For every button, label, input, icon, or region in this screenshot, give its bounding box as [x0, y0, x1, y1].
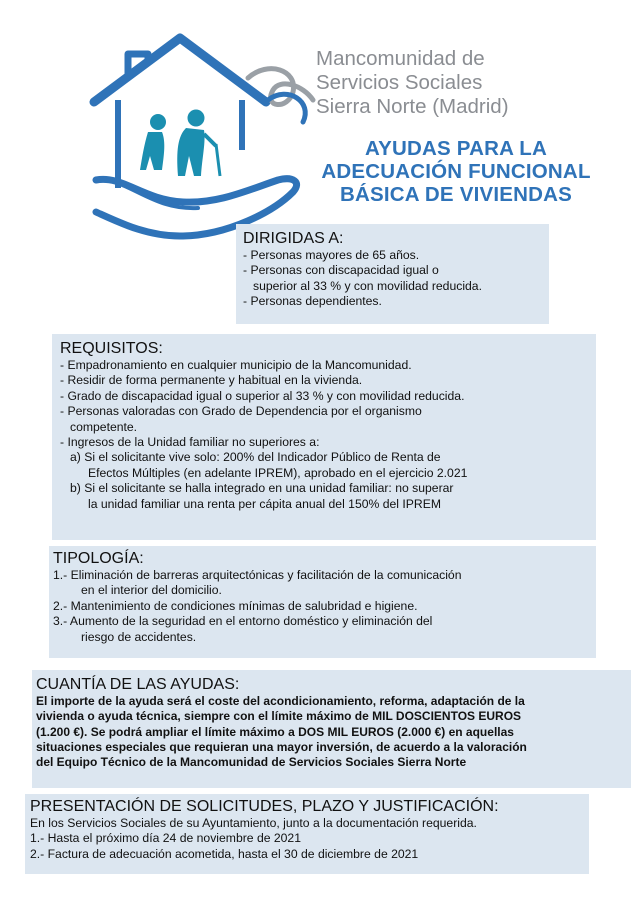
cuantia-section — [32, 670, 631, 788]
section-line: - Empadronamiento en cualquier municipio de la Mancomunidad. — [60, 358, 412, 372]
section-line: - Personas dependientes. — [243, 294, 382, 309]
section-line: - Ingresos de la Unidad familiar no superiores a: — [60, 435, 320, 450]
page-title — [296, 137, 616, 206]
section-line: riesgo de accidentes. — [81, 629, 197, 644]
section-line: En los Servicios Sociales de su Ayuntamiento, junto a la documentación requerida. — [30, 816, 477, 830]
org-line: Servicios Sociales — [316, 71, 483, 94]
section-line: - Personas mayores de 65 años. — [243, 248, 420, 262]
section-line: 1.- Hasta el próximo día 24 de noviembre de 2021 — [30, 831, 301, 846]
section-line: - Residir de forma permanente y habitual en la vivienda. — [60, 373, 363, 388]
section-line: 2.- Factura de adecuación acometida, hasta el 30 de diciembre de 2021 — [30, 846, 419, 861]
section-heading: TIPOLOGÍA: — [53, 550, 144, 567]
section-line: (1.200 €). Se podrá ampliar el límite máximo a DOS MIL EUROS (2.000 €) en aquellas — [36, 724, 514, 739]
elderly-couple-icon — [140, 110, 220, 177]
title-line: BÁSICA DE VIVIENDAS — [340, 183, 572, 206]
section-heading: REQUISITOS: — [60, 340, 163, 357]
dirigidas-section — [236, 224, 549, 324]
section-line: - Grado de discapacidad igual o superior al 33 % y con movilidad reducida. — [60, 388, 465, 403]
tipologia-section — [49, 546, 596, 658]
section-line: del Equipo Técnico de la Mancomunidad de Servicios Sociales Sierra Norte — [36, 755, 467, 770]
section-line: b) Si el solicitante se halla integrado en una unidad familiar: no superar — [70, 481, 454, 496]
section-line: superior al 33 % y con movilidad reducida. — [253, 278, 482, 293]
organization-name — [316, 47, 509, 119]
section-line: - Personas con discapacidad igual o — [243, 263, 439, 278]
org-line: Mancomunidad de — [316, 47, 485, 70]
section-line: vivienda o ayuda técnica, siempre con el límite máximo de MIL DOSCIENTOS EUROS — [36, 709, 522, 724]
org-line: Sierra Norte (Madrid) — [316, 95, 509, 118]
section-line: Efectos Múltiples (en adelante IPREM), aprobado en el ejercicio 2.021 — [88, 465, 468, 480]
section-line: 1.- Eliminación de barreras arquitectónicas y facilitación de la comunicación — [53, 568, 462, 582]
section-line: situaciones especiales que requieran una mayor inversión, de acuerdo a la valoración — [36, 739, 527, 754]
requisitos-section — [52, 334, 596, 540]
presentacion-section — [25, 794, 589, 874]
section-heading: DIRIGIDAS A: — [243, 230, 344, 247]
section-line: 3.- Aumento de la seguridad en el entorno doméstico y eliminación del — [53, 614, 433, 629]
section-heading: PRESENTACIÓN DE SOLICITUDES, PLAZO Y JUSTIFICACIÓN: — [30, 798, 499, 815]
section-line: competente. — [70, 419, 138, 434]
house-hand-logo-icon — [88, 30, 338, 240]
section-line: a) Si el solicitante vive solo: 200% del Indicador Público de Renta de — [70, 450, 441, 465]
section-line: la unidad familiar una renta per cápita anual del 150% del IPREM — [88, 496, 441, 511]
section-line: - Personas valoradas con Grado de Dependencia por el organismo — [60, 404, 422, 419]
section-line: El importe de la ayuda será el coste del acondicionamiento, reforma, adaptación de la — [36, 694, 525, 708]
section-heading: CUANTÍA DE LAS AYUDAS: — [36, 676, 240, 693]
section-line: 2.- Mantenimiento de condiciones mínimas de salubridad e higiene. — [53, 598, 418, 613]
section-line: en el interior del domicilio. — [81, 583, 222, 598]
title-line: AYUDAS PARA LA — [364, 137, 547, 160]
title-line: ADECUACIÓN FUNCIONAL — [321, 160, 591, 183]
